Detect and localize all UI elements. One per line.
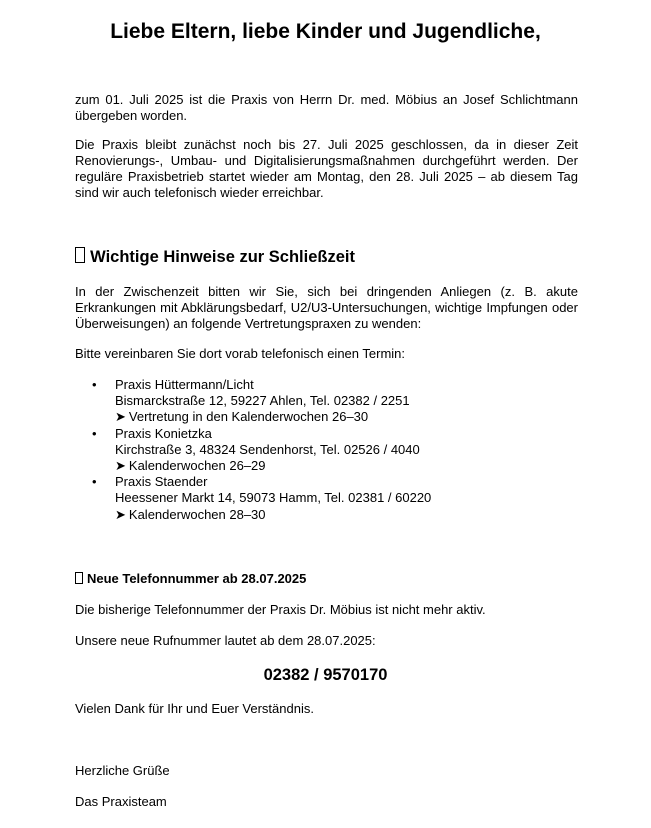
- list-item: [75, 377, 578, 426]
- list-item: [75, 474, 578, 523]
- practice-name: Praxis Staender: [115, 474, 208, 490]
- bullet-icon: •: [92, 425, 97, 441]
- arrow-icon: ➤: [115, 409, 126, 425]
- closure-paragraph-substitutes: In der Zwischenzeit bitten wir Sie, sich bei dringenden Anliegen (z. B. akute Erkrankungen mit Abklärungsbedarf, U2/U3-Untersuchungen, wichtige Impfungen oder Überweisungen) an folgende Vertretungspraxen zu wenden:: [75, 284, 578, 331]
- intro-paragraph-handover: zum 01. Juli 2025 ist die Praxis von Herrn Dr. med. Möbius an Josef Schlichtmann übergeben worden.: [75, 92, 578, 123]
- practice-weeks: [115, 507, 578, 523]
- bullet-icon: •: [92, 474, 97, 490]
- thanks-paragraph: Vielen Dank für Ihr und Euer Verständnis.: [75, 701, 314, 716]
- practice-weeks: [115, 458, 578, 474]
- practice-address: Bismarckstraße 12, 59227 Ahlen, Tel. 02382 / 2251: [115, 393, 410, 409]
- phone-paragraph-new-number: Unsere neue Rufnummer lautet ab dem 28.07.2025:: [75, 633, 376, 648]
- closure-heading: [75, 247, 355, 267]
- phone-heading-text: Neue Telefonnummer ab 28.07.2025: [86, 571, 307, 586]
- phone-paragraph-old-number: Die bisherige Telefonnummer der Praxis Dr. Möbius ist nicht mehr aktiv.: [75, 602, 486, 617]
- practice-weeks-text: Vertretung in den Kalenderwochen 26–30: [128, 409, 369, 425]
- arrow-icon: ➤: [115, 458, 126, 474]
- closure-heading-text: Wichtige Hinweise zur Schließzeit: [90, 248, 355, 266]
- practice-address: Kirchstraße 3, 48324 Sendenhorst, Tel. 02526 / 4040: [115, 441, 420, 457]
- missing-glyph-icon: [75, 572, 83, 584]
- list-item: [75, 426, 578, 475]
- intro-paragraph-closure: Die Praxis bleibt zunächst noch bis 27. Juli 2025 geschlossen, da in dieser Zeit Renovierungs-, Umbau- und Digitalisierungsmaßnahmen durchgeführt werden. Der reguläre Praxisbetrieb startet wieder am Montag, den 28. Juli 2025 – ab diesem Tag sind wir auch telefonisch wieder erreichbar.: [75, 137, 578, 200]
- practice-weeks-text: Kalenderwochen 26–29: [128, 458, 266, 474]
- practice-weeks: [115, 409, 578, 425]
- practice-address: Heessener Markt 14, 59073 Hamm, Tel. 02381 / 60220: [115, 490, 432, 506]
- new-phone-number: 02382 / 9570170: [263, 666, 388, 684]
- substitute-practice-list: [75, 377, 578, 523]
- phone-heading: [75, 571, 306, 587]
- bullet-icon: •: [92, 377, 97, 392]
- practice-name: Praxis Konietzka: [115, 425, 212, 441]
- greeting: Herzliche Grüße: [75, 763, 170, 778]
- signature: Das Praxisteam: [75, 794, 167, 809]
- arrow-icon: ➤: [115, 506, 126, 522]
- closure-paragraph-appointment: Bitte vereinbaren Sie dort vorab telefonisch einen Termin:: [75, 346, 406, 361]
- practice-weeks-text: Kalenderwochen 28–30: [128, 506, 266, 522]
- page-title: Liebe Eltern, liebe Kinder und Jugendliche,: [110, 20, 541, 43]
- missing-glyph-icon: [75, 247, 85, 263]
- practice-name: Praxis Hüttermann/Licht: [115, 377, 254, 392]
